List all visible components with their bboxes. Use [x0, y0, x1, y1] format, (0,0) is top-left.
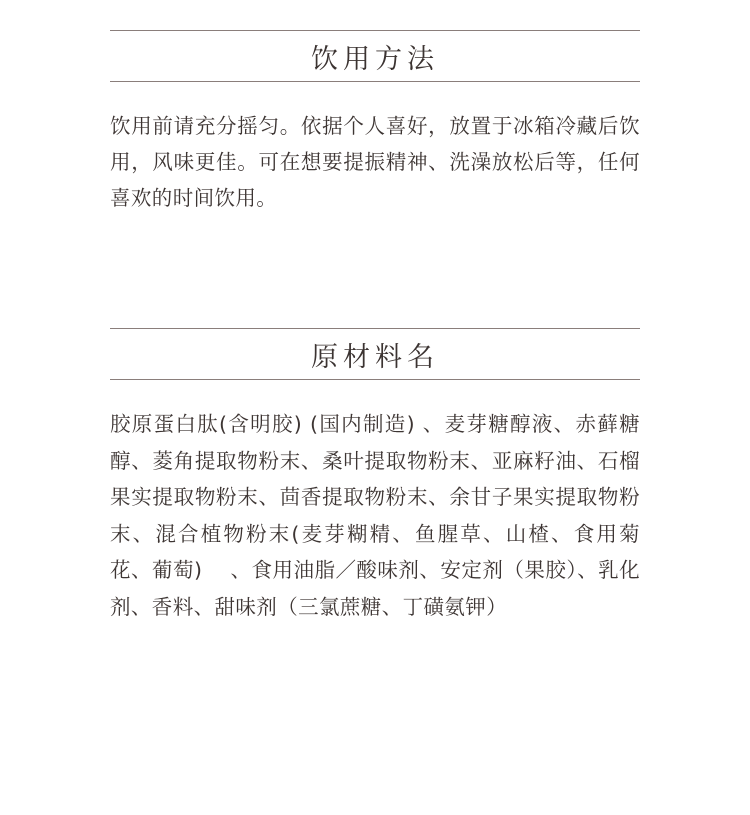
ingredients-text: 胶原蛋白肽(含明胶) (国内制造) 、麦芽糖醇液、赤藓糖醇、菱角提取物粉末、桑叶提取物粉末、亚麻籽油、石榴果实提取物粉末、茴香提取物粉末、余甘子果实提取物粉末、混合植物粉末(麦芽糊精、鱼腥草、山楂、食用菊花、葡萄) 、食用油脂／酸味剂、安定剂（果胶）、乳化剂、香料、甜味剂（三氯蔗糖、丁磺氨钾） [110, 412, 640, 619]
ingredients-section [110, 328, 640, 625]
usage-text: 饮用前请充分摇匀。依据个人喜好，放置于冰箱冷藏后饮用，风味更佳。可在想要提振精神、洗澡放松后等，任何喜欢的时间饮用。 [110, 114, 640, 210]
usage-header [110, 30, 640, 82]
ingredients-title: 原材料名 [311, 341, 439, 373]
usage-title: 饮用方法 [311, 43, 439, 75]
usage-section [110, 30, 640, 216]
ingredients-header [110, 328, 640, 380]
